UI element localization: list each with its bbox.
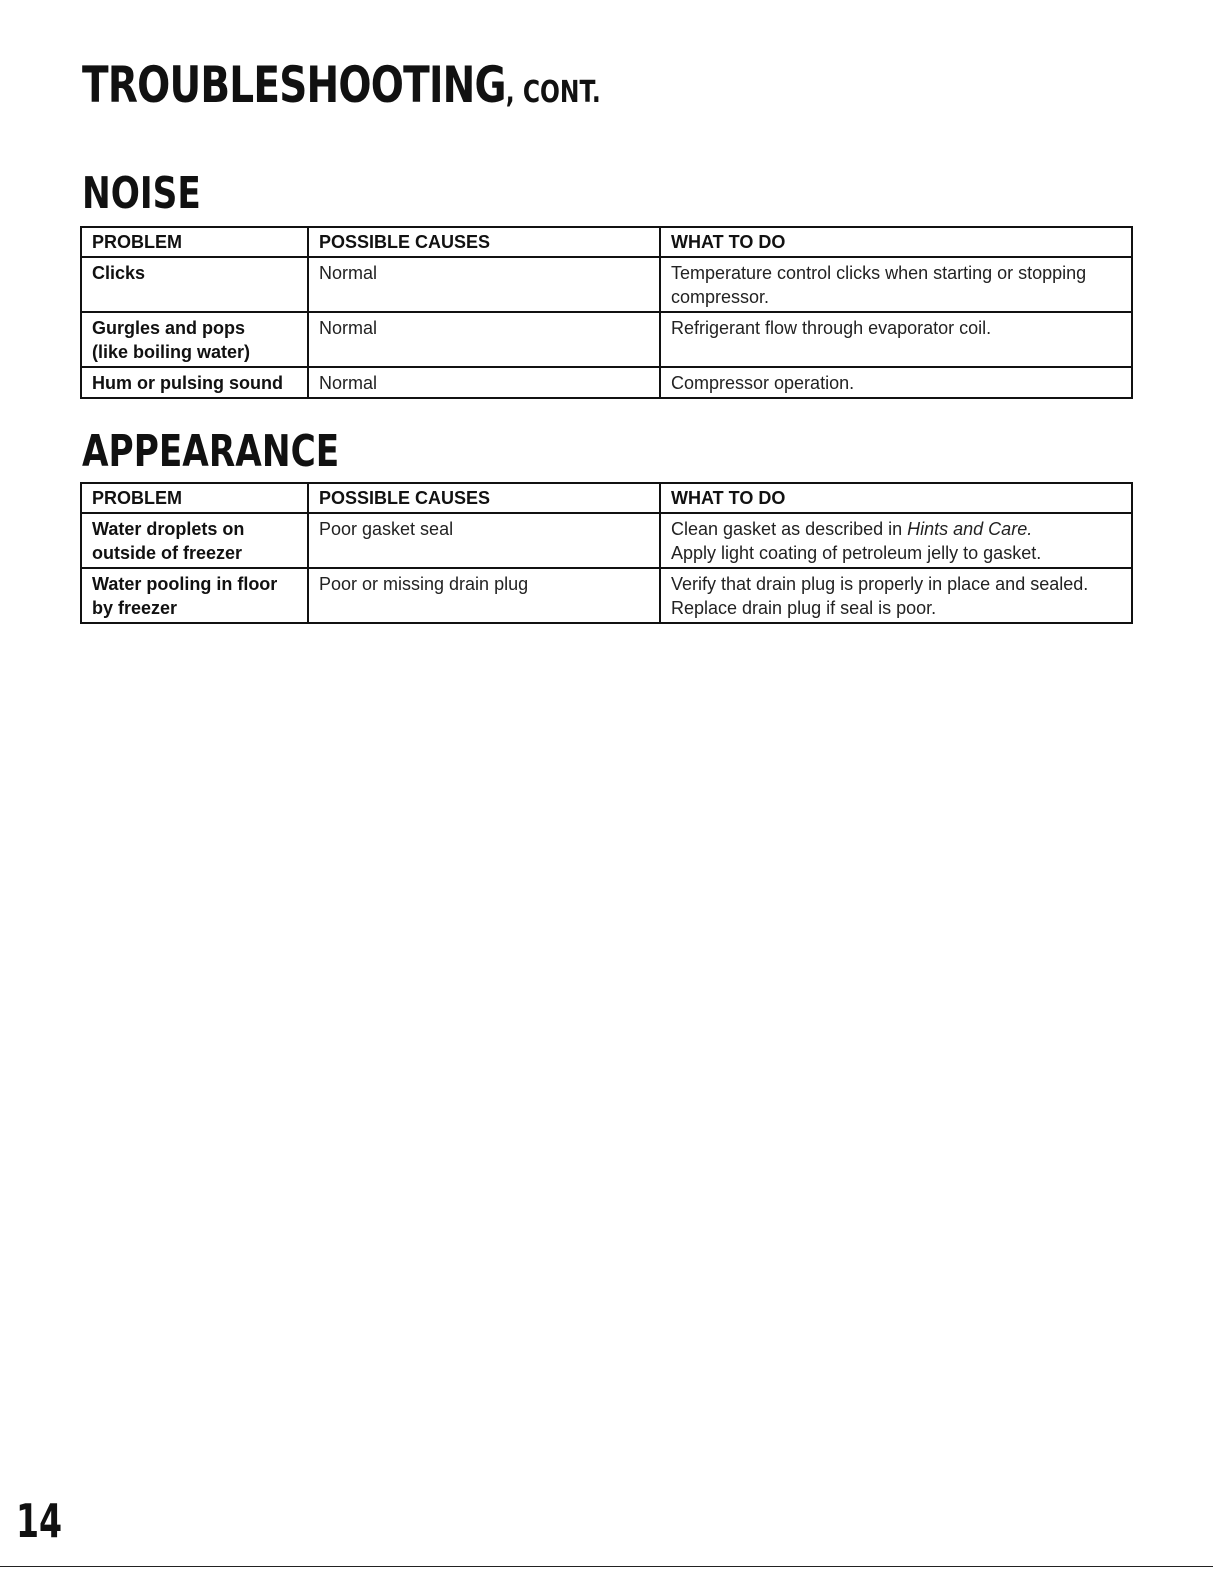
cause-cell: Poor gasket seal xyxy=(308,513,660,568)
what-to-do-cell xyxy=(660,513,1132,568)
problem-text: (like boiling water) xyxy=(92,342,251,362)
problem-cell xyxy=(81,513,308,568)
table-row xyxy=(81,312,1132,367)
page-number: 14 xyxy=(16,1494,63,1548)
problem-cell xyxy=(81,367,308,398)
what-to-do-cell xyxy=(660,367,1132,398)
table-row xyxy=(81,568,1132,623)
what-to-do-text: Compressor operation. xyxy=(671,373,855,393)
appearance-troubleshooting-table xyxy=(80,482,1133,624)
appearance-section-title-text: APPEARANCE xyxy=(82,426,340,477)
noise-troubleshooting-table xyxy=(80,226,1133,399)
problem-text: Hum or pulsing sound xyxy=(92,373,283,393)
column-header-possible-causes: POSSIBLE CAUSES xyxy=(308,227,660,257)
table-header-row xyxy=(81,483,1132,513)
page-title xyxy=(82,56,601,114)
what-to-do-text: Verify that drain plug is properly in place and sealed. xyxy=(671,574,1089,594)
appearance-section-title xyxy=(82,426,340,477)
problem-text: Water droplets on xyxy=(92,519,245,539)
problem-cell xyxy=(81,257,308,312)
problem-text: by freezer xyxy=(92,598,178,618)
problem-text: outside of freezer xyxy=(92,543,243,563)
what-to-do-line xyxy=(671,517,1121,541)
problem-text: Water pooling in floor xyxy=(92,574,278,594)
noise-section-title xyxy=(82,168,201,219)
what-to-do-text: Replace drain plug if seal is poor. xyxy=(671,598,937,618)
what-to-do-text: Refrigerant flow through evaporator coil. xyxy=(671,318,992,338)
column-header-problem: PROBLEM xyxy=(81,483,308,513)
cause-cell: Poor or missing drain plug xyxy=(308,568,660,623)
what-to-do-cell xyxy=(660,568,1132,623)
what-to-do-text: Clean gasket as described in xyxy=(671,519,908,539)
problem-cell xyxy=(81,312,308,367)
cause-cell: Normal xyxy=(308,312,660,367)
cause-cell: Normal xyxy=(308,367,660,398)
cause-cell: Normal xyxy=(308,257,660,312)
what-to-do-text: Temperature control clicks when starting or stopping xyxy=(671,263,1087,283)
table-row xyxy=(81,513,1132,568)
problem-text: Clicks xyxy=(92,263,146,283)
column-header-possible-causes: POSSIBLE CAUSES xyxy=(308,483,660,513)
what-to-do-cell xyxy=(660,312,1132,367)
noise-section-title-text: NOISE xyxy=(82,168,201,219)
table-header-row xyxy=(81,227,1132,257)
what-to-do-cell xyxy=(660,257,1132,312)
table-row xyxy=(81,257,1132,312)
bottom-rule xyxy=(0,1566,1213,1567)
page-title-main: TROUBLESHOOTING xyxy=(82,56,506,114)
what-to-do-text: compressor. xyxy=(671,287,770,307)
column-header-what-to-do: WHAT TO DO xyxy=(660,227,1132,257)
page-title-suffix: , CONT. xyxy=(505,75,601,110)
column-header-problem: PROBLEM xyxy=(81,227,308,257)
table-row xyxy=(81,367,1132,398)
problem-text: Gurgles and pops xyxy=(92,318,246,338)
what-to-do-text: Apply light coating of petroleum jelly to gasket. xyxy=(671,543,1042,563)
column-header-what-to-do: WHAT TO DO xyxy=(660,483,1132,513)
problem-cell xyxy=(81,568,308,623)
hints-and-care-reference: Hints and Care. xyxy=(907,519,1033,539)
